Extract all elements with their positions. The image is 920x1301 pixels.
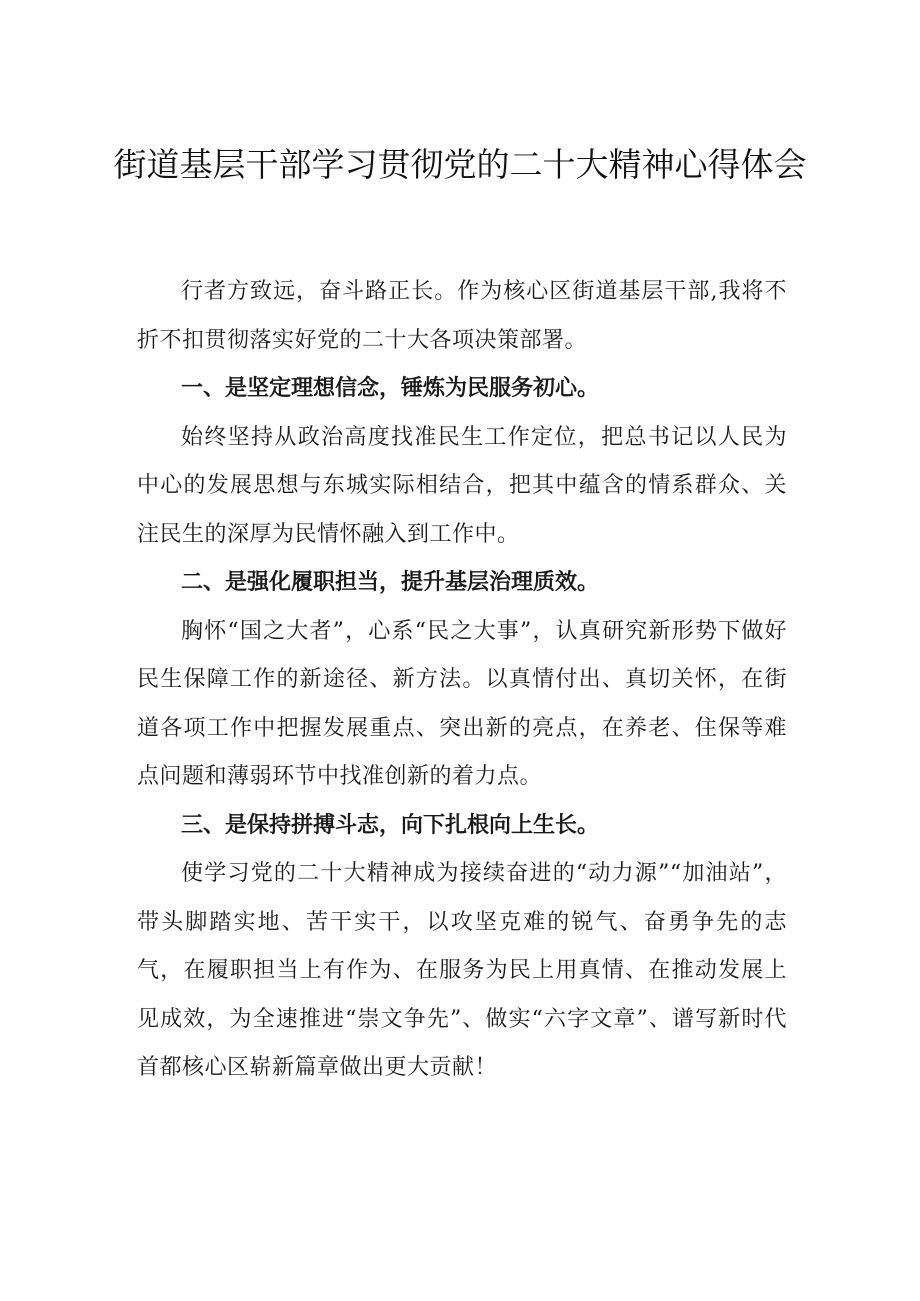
section-heading-3: 三、是保持拼搏斗志，向下扎根向上生长。: [181, 812, 600, 838]
section-heading-2: 二、是强化履职担当，提升基层治理质效。: [181, 570, 600, 595]
document-title: 街道基层干部学习贯彻党的二十大精神心得体会: [113, 145, 807, 184]
section-heading-1: 一、是坚定理想信念，锤炼为民服务初心。: [181, 376, 600, 401]
section-paragraph-3: 使学习党的二十大精神成为接续奋进的“动力源”“加油站”，带头脚踏实地、苦干实干，以攻坚克难的锐气、奋勇争先的志气，在履职担当上有作为、在服务为民上用真情、在推动发展上见成效，为全速推进“崇文争先”、做实“六字文章”、谱写新时代首都核心区崭新篇章做出更大贡献！: [137, 861, 787, 1080]
intro-paragraph: 行者方致远，奋斗路正长。作为核心区街道基层干部,我将不折不扣贯彻落实好党的二十大各项决策部署。: [137, 279, 787, 353]
section-paragraph-1: 始终坚持从政治高度找准民生工作定位，把总书记以人民为中心的发展思想与东城实际相结合，把其中蕴含的情系群众、关注民生的深厚为民情怀融入到工作中。: [137, 424, 787, 547]
section-paragraph-2: 胸怀“国之大者”，心系“民之大事”，认真研究新形势下做好民生保障工作的新途径、新方法。以真情付出、真切关怀，在街道各项工作中把握发展重点、突出新的亮点，在养老、住保等难点问题和薄弱环节中找准创新的着力点。: [137, 618, 787, 789]
document-body: [137, 268, 787, 1093]
